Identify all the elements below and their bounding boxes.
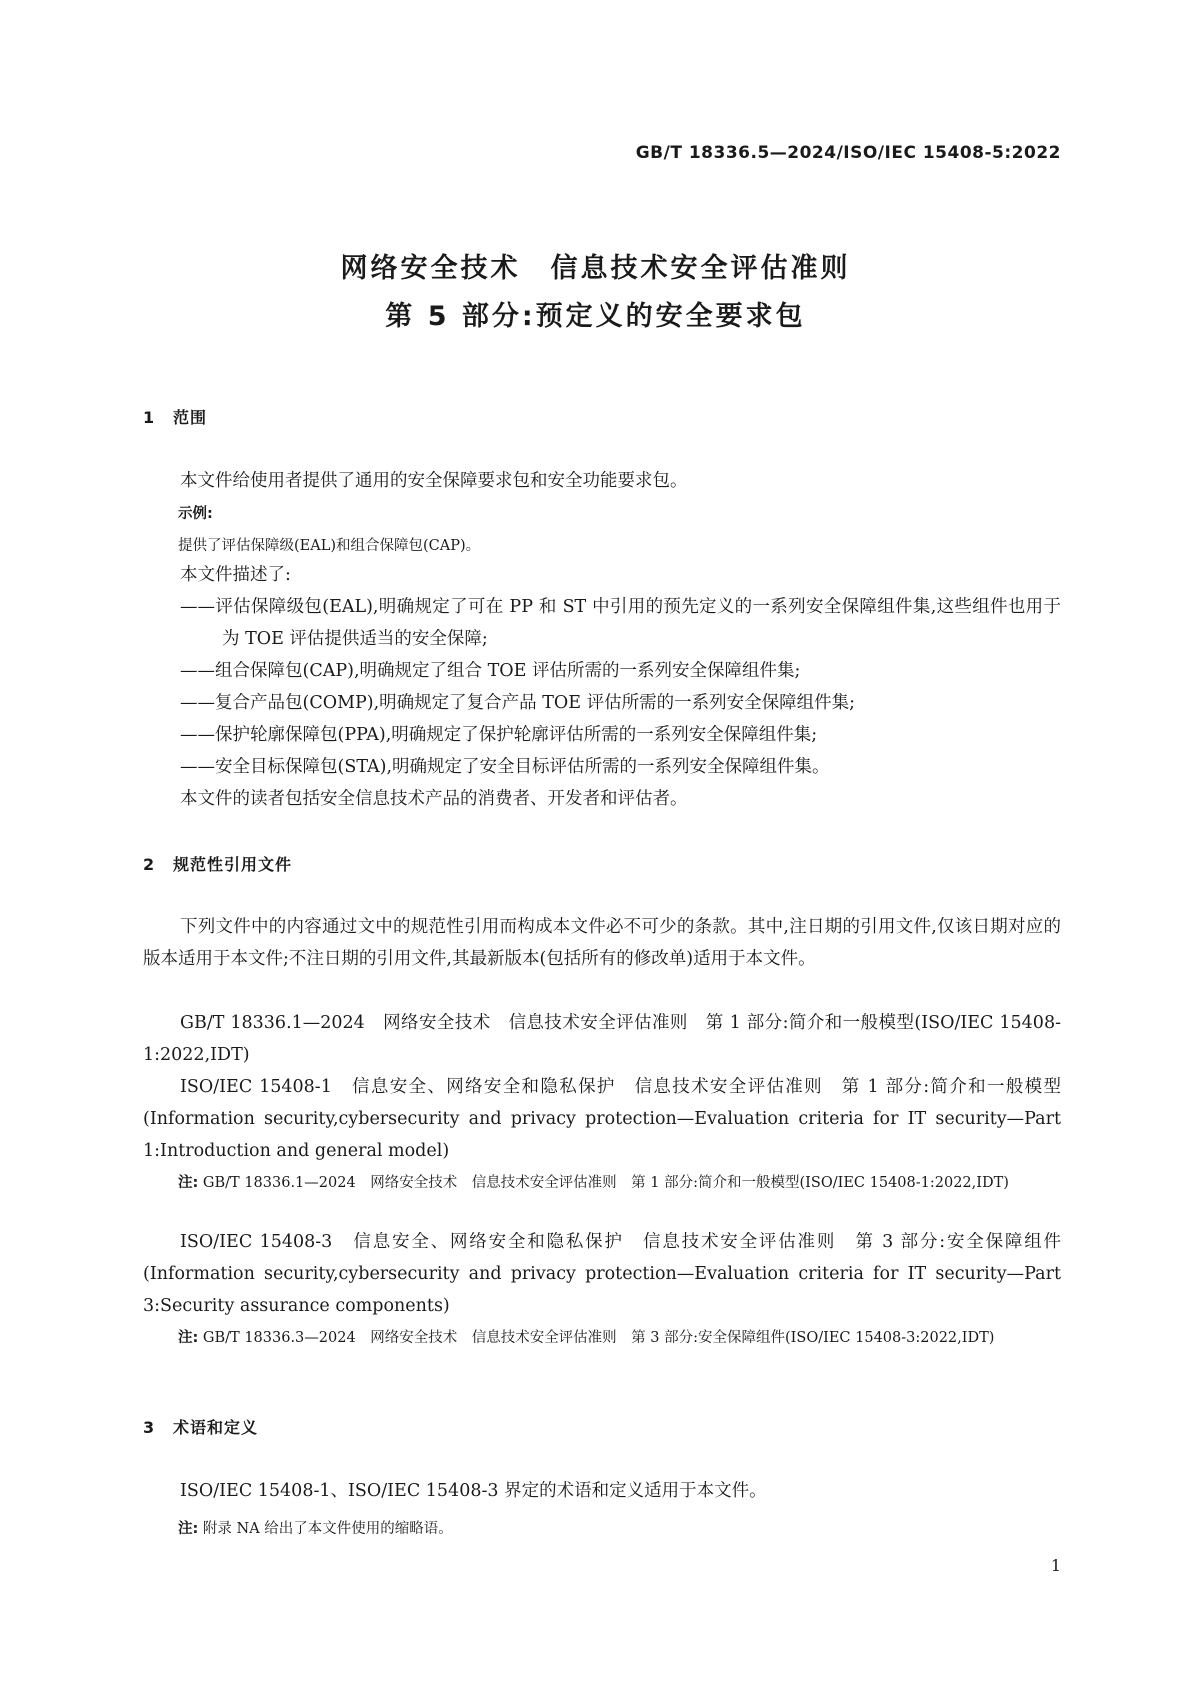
reference-2: ISO/IEC 15408-1 信息安全、网络安全和隐私保护 信息技术安全评估准则 第 1 部分:简介和一般模型(Information security,cybersecurity and privacy protection—Evaluation criteria for IT security—Part 1:Introduction and general model) [143,1077,1061,1161]
scope-item: ——组合保障包(CAP),明确规定了组合 TOE 评估所需的一系列安全保障组件集; [180,661,801,681]
example-text: 提供了评估保障级(EAL)和组合保障包(CAP)。 [178,538,481,554]
section-1-title: 范围 [173,408,208,427]
section-2-title: 规范性引用文件 [173,855,293,874]
terms-text: ISO/IEC 15408-1、ISO/IEC 15408-3 界定的术语和定义适用于本文件。 [180,1481,767,1501]
scope-item: ——复合产品包(COMP),明确规定了复合产品 TOE 评估所需的一系列安全保障组件集; [180,693,855,713]
note-text: GB/T 18336.1—2024 网络安全技术 信息技术安全评估准则 第 1 部分:简介和一般模型(ISO/IEC 15408-1:2022,IDT) [202,1175,1009,1191]
example-label: 示例: [178,506,213,522]
scope-item: ——评估保障级包(EAL),明确规定了可在 PP 和 ST 中引用的预先定义的一系列安全保障组件集,这些组件也用于为 TOE 评估提供适当的安全保障; [180,597,1061,649]
section-1-number: 1 [143,408,156,427]
terms-note [178,1517,453,1538]
note-label: 注: [178,1521,199,1537]
normative-intro: 下列文件中的内容通过文中的规范性引用而构成本文件必不可少的条款。其中,注日期的引用文件,仅该日期对应的版本适用于本文件;不注日期的引用文件,其最新版本(包括所有的修改单)适用于本文件。 [143,917,1061,969]
section-3-heading [143,1415,258,1438]
note-text: 附录 NA 给出了本文件使用的缩略语。 [202,1521,453,1537]
scope-intro: 本文件给使用者提供了通用的安全保障要求包和安全功能要求包。 [180,471,688,491]
reference-2-note [178,1170,1061,1196]
scope-describes: 本文件描述了: [180,565,291,585]
document-title-line2: 第 5 部分:预定义的安全要求包 [385,301,806,332]
reference-1: GB/T 18336.1—2024 网络安全技术 信息技术安全评估准则 第 1 部分:简介和一般模型(ISO/IEC 15408-1:2022,IDT) [143,1013,1061,1065]
section-3-number: 3 [143,1418,156,1437]
note-text: GB/T 18336.3—2024 网络安全技术 信息技术安全评估准则 第 3 部分:安全保障组件(ISO/IEC 15408-3:2022,IDT) [202,1330,995,1346]
section-3-title: 术语和定义 [173,1418,259,1437]
note-label: 注: [178,1175,199,1191]
section-1-heading [143,405,207,428]
note-label: 注: [178,1330,199,1346]
reference-3: ISO/IEC 15408-3 信息安全、网络安全和隐私保护 信息技术安全评估准则 第 3 部分:安全保障组件(Information security,cybersecurity and privacy protection—Evaluation criteria for IT security—Part 3:Security assurance components) [143,1232,1061,1316]
scope-readers: 本文件的读者包括安全信息技术产品的消费者、开发者和评估者。 [180,789,688,809]
reference-3-note [178,1325,1061,1351]
document-id: GB/T 18336.5—2024/ISO/IEC 15408-5:2022 [635,143,1061,163]
scope-item: ——安全目标保障包(STA),明确规定了安全目标评估所需的一系列安全保障组件集。 [180,757,830,777]
scope-item: ——保护轮廓保障包(PPA),明确规定了保护轮廓评估所需的一系列安全保障组件集; [180,725,818,745]
page-number: 1 [1050,1556,1061,1575]
section-2-number: 2 [143,855,156,874]
section-2-heading [143,852,292,875]
document-title-line1: 网络安全技术 信息技术安全评估准则 [340,253,851,284]
